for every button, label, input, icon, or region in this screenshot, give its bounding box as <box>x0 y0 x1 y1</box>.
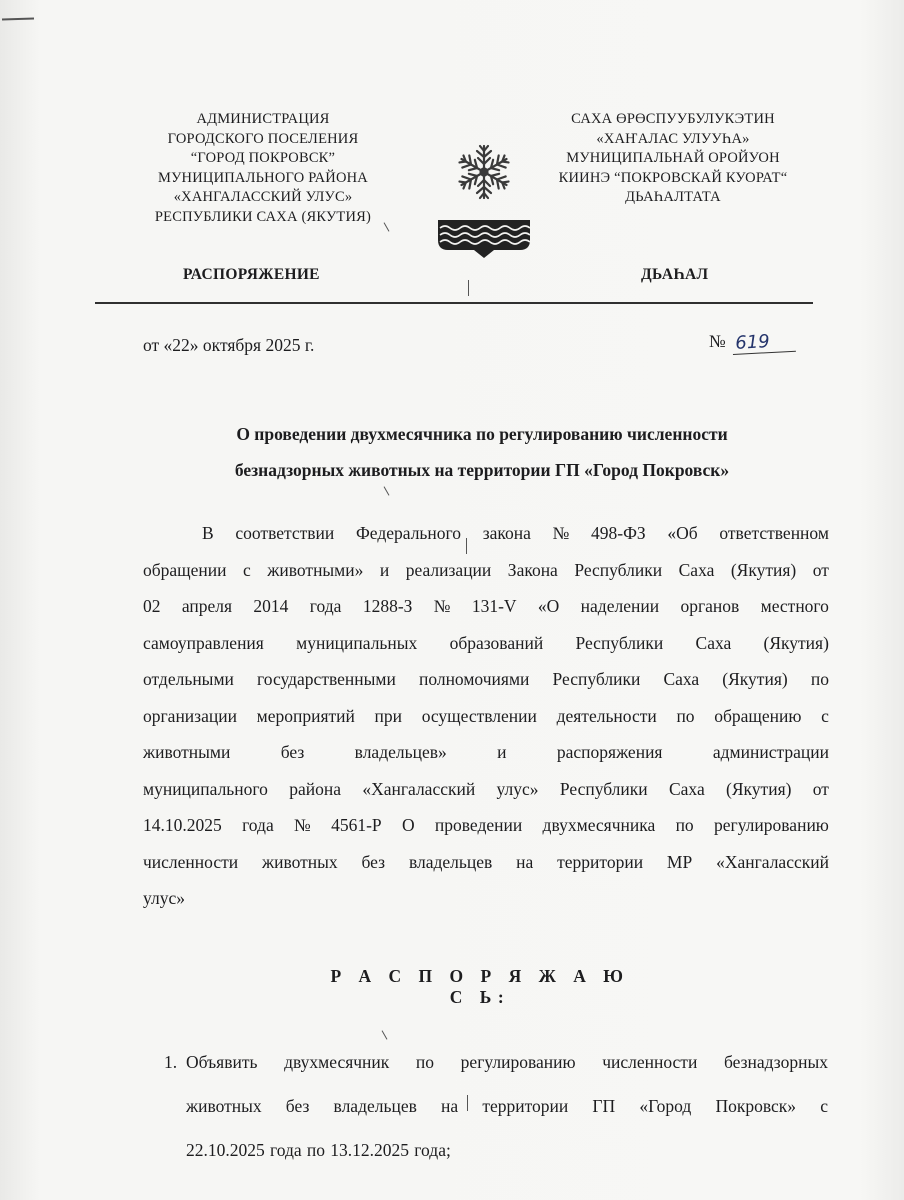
preamble-line <box>143 807 829 844</box>
word: 4561-Р <box>331 815 382 835</box>
word: (Якутия) <box>763 632 829 653</box>
word: Республики <box>552 669 641 689</box>
title-line: О проведении двухмесячника по регулированию численности <box>236 424 728 444</box>
preamble-line <box>143 734 829 771</box>
scan-tick <box>466 538 467 554</box>
preamble-line <box>143 661 829 698</box>
word: двухмесячник <box>284 1052 390 1072</box>
word: реализации <box>405 559 492 580</box>
word: соответствии <box>235 523 335 543</box>
word: закона <box>482 523 531 543</box>
word: 14.10.2025 <box>143 815 222 835</box>
word: по <box>676 705 695 726</box>
title-line: безнадзорных животных на территории ГП «Город Покровск» <box>234 460 730 480</box>
word: Саха <box>695 632 732 653</box>
word: без <box>280 742 305 762</box>
word: численности <box>143 851 239 872</box>
header-right-line: КИИНЭ “ПОКРОВСКАЙ КУОРАТ“ <box>558 169 788 186</box>
scan-artifact <box>2 17 34 20</box>
word: района <box>289 778 341 799</box>
word: органов <box>680 596 740 616</box>
word: Саха <box>668 778 705 799</box>
decree-heading: Р А С П О Р Я Ж А Ю С Ь: <box>330 966 630 1007</box>
word: года <box>309 596 342 616</box>
word: животными» <box>267 559 364 580</box>
word: без <box>361 851 386 872</box>
waves-shield-icon <box>438 220 530 258</box>
word: организации <box>143 705 237 726</box>
word: года <box>242 815 274 835</box>
header-left-line: МУНИЦИПАЛЬНОГО РАЙОНА <box>158 169 368 186</box>
word: животных <box>186 1096 262 1116</box>
preamble-line <box>143 625 829 662</box>
word: с <box>821 705 829 726</box>
snowflake-waves-emblem <box>432 132 536 262</box>
preamble-line <box>143 588 829 625</box>
preamble-paragraph <box>143 515 829 917</box>
word: 13.12.2025 <box>330 1140 410 1160</box>
word: по <box>675 815 694 835</box>
word: 131-V <box>471 596 517 616</box>
header-right-line: МУНИЦИПАЛЬНАЙ ОРОЙУОН <box>566 150 780 166</box>
word: № <box>552 523 570 543</box>
document-number-handwritten: 619 <box>732 330 796 355</box>
clause-line <box>186 1084 828 1128</box>
word: Саха <box>663 669 700 689</box>
word: О <box>401 815 415 835</box>
document-date: от «22» октября 2025 г. <box>143 335 315 355</box>
word: ГП <box>592 1096 616 1116</box>
clause-text <box>186 1040 828 1172</box>
word: деятельности <box>556 705 657 726</box>
word: улус» <box>143 888 185 908</box>
word: проведении <box>434 815 523 835</box>
word: и <box>497 742 507 762</box>
word: с <box>243 559 251 580</box>
word: с <box>820 1096 828 1116</box>
word: ответственном <box>719 523 829 543</box>
word: 1288-З <box>362 596 413 616</box>
header-right-yakut <box>556 110 790 208</box>
word: мероприятий <box>256 705 355 726</box>
doc-type-yakut: ДЬАҺАЛ <box>641 266 709 283</box>
preamble-line <box>143 844 829 881</box>
word: государственными <box>257 669 396 689</box>
word: 2014 <box>253 596 289 616</box>
header-left-russian <box>140 110 386 227</box>
header-right-line: ДЬАҺАЛТАТА <box>625 189 721 205</box>
word: № <box>433 596 451 616</box>
word: на <box>516 851 534 872</box>
word: обращению <box>714 705 802 726</box>
word: территории <box>557 851 644 872</box>
word: апреля <box>181 596 233 616</box>
word: наделении <box>580 596 660 616</box>
word: регулированию <box>460 1052 576 1072</box>
header-left-line: ГОРОДСКОГО ПОСЕЛЕНИЯ <box>167 130 359 147</box>
word: «О <box>537 596 560 616</box>
header-right-line: САХА ӨРӨСПУУБУЛУКЭТИН <box>571 111 775 127</box>
word: безнадзорных <box>723 1052 828 1072</box>
preamble-line <box>143 515 829 552</box>
word: и <box>379 559 390 580</box>
word: от <box>812 559 829 580</box>
word: 02 <box>143 596 161 616</box>
document-title <box>130 416 834 488</box>
word: владельцев» <box>354 742 447 762</box>
word: распоряжения <box>556 742 663 762</box>
word: двухмесячника <box>542 815 656 835</box>
doc-type-russian: РАСПОРЯЖЕНИЕ <box>183 266 320 283</box>
word: обращении <box>143 559 227 580</box>
preamble-line <box>143 698 829 735</box>
word: владельцев <box>408 851 493 872</box>
word: по <box>415 1052 435 1072</box>
word: по <box>306 1140 326 1160</box>
word: МР <box>666 851 693 872</box>
word: (Якутия) <box>722 669 788 689</box>
scan-tick <box>384 222 390 231</box>
preamble-line <box>143 552 829 589</box>
word: самоуправления <box>143 632 264 653</box>
word: полномочиями <box>418 669 530 689</box>
word: (Якутия) <box>730 559 797 580</box>
word: Республики <box>574 559 663 580</box>
word: животными <box>143 742 231 762</box>
word: животных <box>262 851 338 872</box>
word: администрации <box>712 742 829 762</box>
scan-tick <box>468 280 469 296</box>
word: муниципальных <box>296 632 418 653</box>
word: «Город <box>639 1096 692 1116</box>
header-left-line: АДМИНИСТРАЦИЯ <box>196 111 330 127</box>
header-right-line: «ХАҤАЛАС УЛУУҺА» <box>596 130 750 147</box>
header-left-line: «ХАНГАЛАССКИЙ УЛУС» <box>173 189 353 205</box>
word: Покровск» <box>715 1096 797 1116</box>
word: муниципального <box>143 778 268 799</box>
snowflake-icon <box>458 146 510 198</box>
clause-line <box>186 1040 828 1084</box>
scan-tick <box>382 1030 388 1039</box>
word: «Хангаласский <box>716 851 829 872</box>
word: № <box>294 815 311 835</box>
word: «Об <box>667 523 698 543</box>
word: В <box>202 523 214 543</box>
word: Объявить <box>186 1052 258 1072</box>
word: отдельными <box>143 669 234 689</box>
word: года; <box>414 1140 451 1160</box>
word: Республики <box>575 632 664 653</box>
word: местного <box>760 596 829 616</box>
word: улус» <box>496 778 539 799</box>
word: от <box>812 778 829 799</box>
word: владельцев <box>333 1096 417 1116</box>
word: при <box>374 705 403 726</box>
word: 498-ФЗ <box>591 523 646 543</box>
word: численности <box>602 1052 698 1072</box>
word: образований <box>449 632 544 653</box>
header-divider <box>95 302 813 304</box>
word: территории <box>482 1096 569 1116</box>
scan-tick <box>467 1095 468 1111</box>
word: года <box>270 1140 302 1160</box>
word: регулированию <box>714 815 829 835</box>
word: (Якутия) <box>726 778 792 799</box>
word: Закона <box>507 559 558 580</box>
word: «Хангаласский <box>362 778 476 799</box>
word: Федерального <box>355 523 462 543</box>
word: 22.10.2025 <box>186 1140 265 1160</box>
document-number-label: № <box>709 331 726 351</box>
word: без <box>285 1096 310 1116</box>
word: осуществлении <box>421 705 537 726</box>
clause-number: 1. <box>164 1052 178 1072</box>
header-left-line: РЕСПУБЛИКИ САХА (ЯКУТИЯ) <box>154 208 372 225</box>
header-left-line: “ГОРОД ПОКРОВСК” <box>190 150 336 166</box>
preamble-line <box>143 880 829 917</box>
clause-line <box>186 1128 828 1172</box>
word: Республики <box>559 778 648 799</box>
word: на <box>441 1096 459 1116</box>
word: по <box>810 669 829 689</box>
word: Саха <box>678 559 715 580</box>
preamble-line <box>143 771 829 808</box>
